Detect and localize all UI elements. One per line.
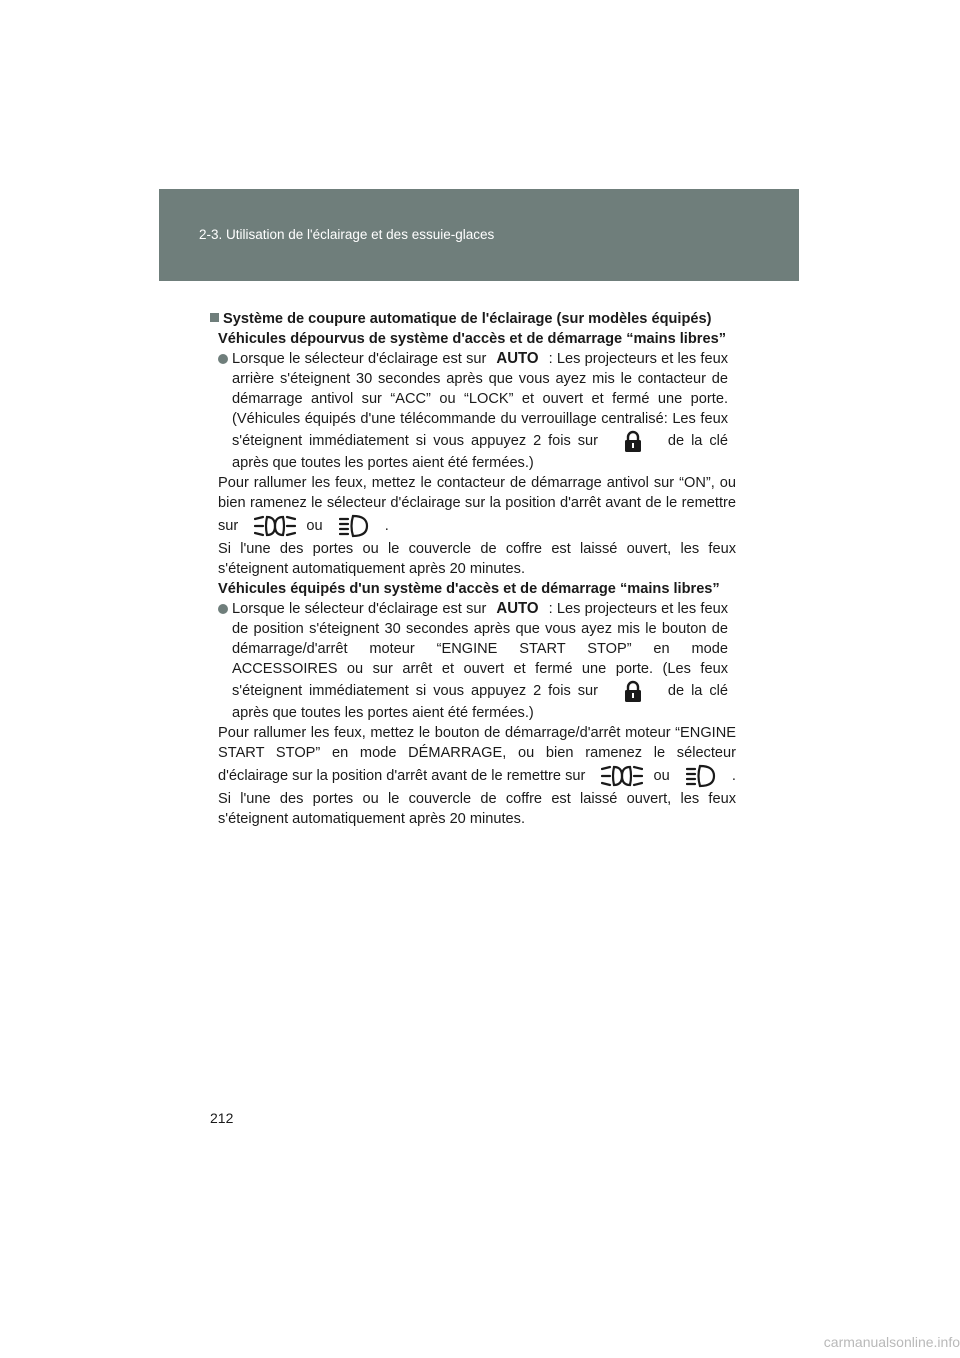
subheading-without-smart-key: Véhicules dépourvus de système d'accès et de démarrage “mains libres” [218, 331, 726, 347]
lock-icon [621, 679, 645, 703]
timeout-paragraph-1: Si l'une des portes ou le couvercle de coffre est laissé ouvert, les feux s'éteignent automatiquement après 20 minutes. [218, 541, 736, 578]
chapter-title: 2-3. Utilisation de l'éclairage et des essuie-glaces [199, 227, 495, 242]
tail-light-icon [339, 513, 369, 539]
chapter-header-band [159, 189, 799, 281]
watermark: carmanualsonline.info [823, 1334, 960, 1350]
auto-icon: AUTO [496, 349, 539, 368]
headlight-icon [254, 513, 296, 539]
section-heading: Système de coupure automatique de l'éclairage (sur modèles équipés) [210, 309, 736, 329]
subheading-with-smart-key: Véhicules équipés d'un système d'accès et de démarrage “mains libres” [218, 581, 720, 598]
page-number: 212 [210, 1110, 234, 1126]
round-bullet-icon [218, 354, 228, 364]
bullet-auto-off-1: Lorsque le sélecteur d'éclairage est sur AUTO : Les projecteurs et les feux arrière s'éteignent 30 secondes après que vous ayez mis le contacteur de démarrage antivol sur “ACC” ou “LOCK” et ouvert et fermé une porte. (Véhicules équipés d'une télécommande du verrouillage centralisé: Les feux s'éteignent immédiatement si vous appuyez 2 fois sur de la clé après que toutes les portes aient été fermées.) [210, 349, 728, 473]
page-content [210, 309, 736, 829]
timeout-paragraph-2: Si l'une des portes ou le couvercle de coffre est laissé ouvert, les feux s'éteignent automatiquement après 20 minutes. [218, 791, 736, 828]
relight-paragraph-2: Pour rallumer les feux, mettez le bouton de démarrage/d'arrêt moteur “ENGINE START STOP” en mode DÉMARRAGE, ou bien ramenez le sélecteur d'éclairage sur la position d'arrêt avant de le remettre sur ou . [210, 723, 736, 789]
auto-icon: AUTO [496, 599, 539, 618]
round-bullet-icon [218, 604, 228, 614]
lock-icon [621, 429, 645, 453]
headlight-icon [601, 763, 643, 789]
relight-paragraph-1: Pour rallumer les feux, mettez le contacteur de démarrage antivol sur “ON”, ou bien ramenez le sélecteur d'éclairage sur la position d'arrêt avant de le remettre sur ou . [210, 473, 736, 539]
bullet-auto-off-2: Lorsque le sélecteur d'éclairage est sur AUTO : Les projecteurs et les feux de position s'éteignent 30 secondes après que vous ayez mis le bouton de démarrage/d'arrêt moteur “ENGINE START STOP” en mode ACCESSOIRES ou sur arrêt et ouvert et fermé une porte. (Les feux s'éteignent immédiatement si vous appuyez 2 fois sur de la clé après que toutes les portes aient été fermées.) [210, 599, 728, 723]
square-bullet-icon [210, 313, 219, 322]
tail-light-icon [686, 763, 716, 789]
